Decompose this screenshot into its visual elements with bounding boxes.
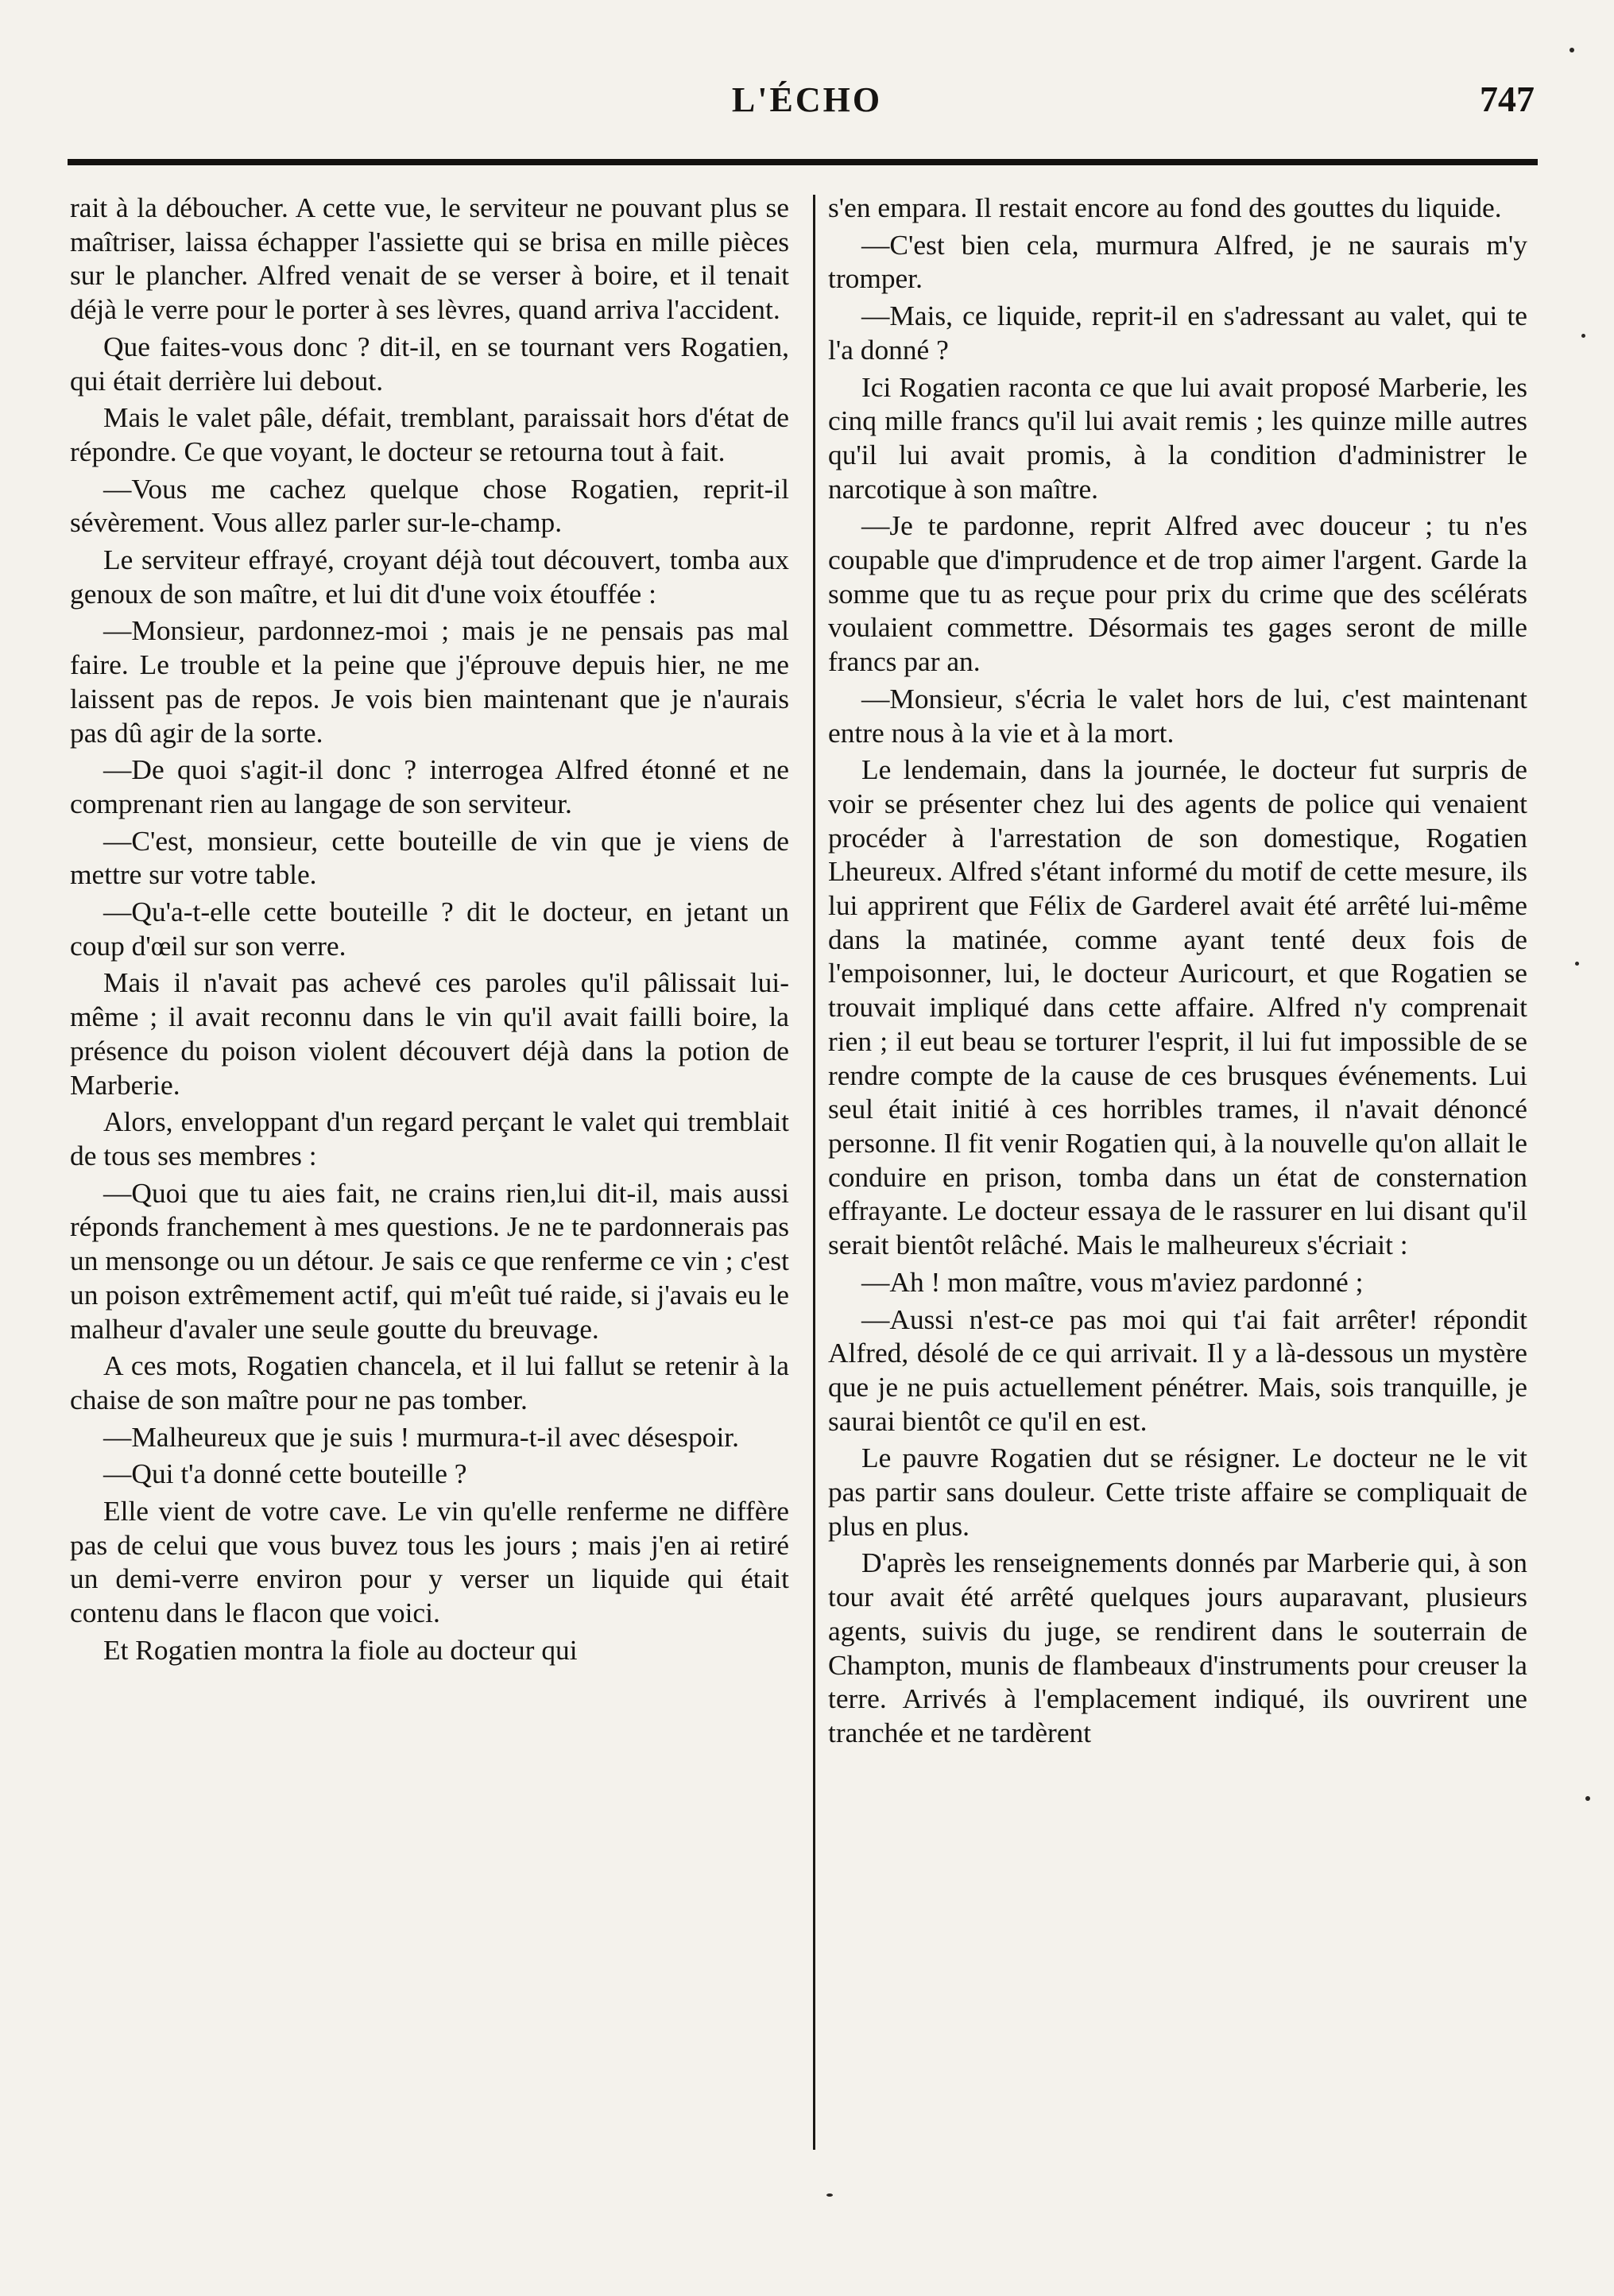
paragraph: Et Rogatien montra la fiole au docteur qui: [103, 1633, 578, 1666]
paragraph: Le pauvre Rogatien dut se résigner. Le docteur ne le vit pas partir sans douleur. Cette triste affaire se compliquait de plus en plus.: [828, 1442, 1527, 1542]
right-column: [828, 191, 1527, 1750]
paragraph: —Ah ! mon maître, vous m'aviez pardonné ;: [861, 1265, 1364, 1298]
header-rule: [68, 159, 1538, 165]
print-speck: [1585, 1796, 1590, 1801]
paragraph: —C'est bien cela, murmura Alfred, je ne saurais m'y tromper.: [828, 228, 1527, 295]
paragraph: —Monsieur, s'écria le valet hors de lui, c'est maintenant entre nous à la vie et à la mort.: [828, 682, 1527, 749]
paragraph: Le lendemain, dans la journée, le docteur fut surpris de voir se présenter chez lui des agents de police qui venaient procéder à l'arrestation de son domestique, Rogatien Lheureux. Alfred s'étant informé du motif de cette mesure, ils lui apprirent que Félix de Garderel avait été arrêté lui-même dans la matinée, comme ayant tenté deux fois de l'empoisonner, lui, le docteur Auricourt, et que Rogatien se trouvait impliqué dans cette affaire. Alfred n'y comprenait rien ; il eut beau se torturer l'esprit, il lui fut impossible de se rendre compte de la cause de ces brusques événements. Lui seul était initié à ces horribles trames, il n'avait dénoncé personne. Il fit venir Rogatien qui, à la nouvelle qu'on allait le conduire en prison, tomba dans un état de consternation effrayante. Le docteur essaya de le rassurer en lui disant qu'il serait bientôt relâché. Mais le malheureux s'écriait :: [828, 753, 1527, 1261]
paragraph: —Malheureux que je suis ! murmura-t-il avec désespoir.: [103, 1420, 739, 1453]
paragraph: rait à la déboucher. A cette vue, le serviteur ne pouvant plus se maîtriser, laissa échapper l'assiette qui se brisa en mille pièces sur le plancher. Alfred venait de se verser à boire, et il tenait déjà le verre pour le porter à ses lèvres, quand arriva l'accident.: [70, 192, 789, 326]
paragraph: —Monsieur, pardonnez-moi ; mais je ne pensais pas mal faire. Le trouble et la peine que j'éprouve depuis hier, ne me laissent pas de repos. Je vois bien maintenant que je n'aurais pas dû agir de la sorte.: [70, 614, 789, 749]
paragraph: —Qu'a-t-elle cette bouteille ? dit le docteur, en jetant un coup d'œil sur son verre.: [70, 896, 789, 962]
paragraph: —Je te pardonne, reprit Alfred avec douceur ; tu n'es coupable que d'imprudence et de trop aimer l'argent. Garde la somme que tu as reçue pour prix du crime que des scélérats voulaient commettre. Désormais tes gages seront de mille francs par an.: [828, 509, 1527, 678]
paragraph: —Vous me cachez quelque chose Rogatien, reprit-il sévèrement. Vous allez parler sur-le-champ.: [70, 472, 789, 539]
paragraph: —Aussi n'est-ce pas moi qui t'ai fait arrêter! répondit Alfred, désolé de ce qui arrivait. Il y a là-dessous un mystère que je ne puis actuellement pénétrer. Mais, sois tranquille, je saurai bientôt ce qu'il en est.: [828, 1303, 1527, 1437]
left-column: [70, 191, 789, 1667]
paragraph: Elle vient de votre cave. Le vin qu'elle renferme ne diffère pas de celui que vous buvez tous les jours ; mais j'en ai retiré un demi-verre environ pour y verser un liquide qui était contenu dans le flacon que voici.: [70, 1495, 789, 1629]
paragraph: —C'est, monsieur, cette bouteille de vin que je viens de mettre sur votre table.: [70, 824, 789, 891]
page-number: 747: [1480, 79, 1535, 119]
paragraph: —De quoi s'agit-il donc ? interrogea Alfred étonné et ne comprenant rien au langage de son serviteur.: [70, 753, 789, 819]
paragraph: Mais il n'avait pas achevé ces paroles qu'il pâlissait lui-même ; il avait reconnu dans le vin qu'il avait failli boire, la présence du poison violent découvert déjà dans la potion de Marberie.: [70, 966, 789, 1101]
paragraph: Ici Rogatien raconta ce que lui avait proposé Marberie, les cinq mille francs qu'il lui avait remis ; les quinze mille autres qu'il lui avait promis, à la condition d'administrer le narcotique à son maître.: [828, 370, 1527, 505]
paragraph: —Mais, ce liquide, reprit-il en s'adressant au valet, qui te l'a donné ?: [828, 300, 1527, 366]
paragraph: —Quoi que tu aies fait, ne crains rien,lui dit-il, mais aussi réponds franchement à mes questions. Je ne te pardonnerais pas un mensonge ou un détour. Je sais ce que renferme ce vin ; c'est un poison extrêmement actif, qui m'eût tué raide, si j'avais eu le malheur d'avaler une seule goutte du breuvage.: [70, 1176, 789, 1345]
paragraph: D'après les renseignements donnés par Marberie qui, à son tour avait été arrêté quelques jours auparavant, plusieurs agents, suivis du juge, se rendirent dans le souterrain de Champton, munis de flambeaux d'instruments pour creuser la terre. Arrivés à l'emplacement indiqué, ils ouvrirent une tranchée et ne tardèrent: [828, 1547, 1527, 1748]
paragraph: Que faites-vous donc ? dit-il, en se tournant vers Rogatien, qui était derrière lui debout.: [70, 330, 789, 397]
print-speck: [1575, 962, 1579, 966]
page-header-title: L'ÉCHO: [731, 80, 883, 119]
print-speck: [1581, 334, 1585, 338]
paragraph: Mais le valet pâle, défait, tremblant, paraissait hors d'état de répondre. Ce que voyant, le docteur se retourna tout à fait.: [70, 401, 789, 467]
print-speck: [826, 2193, 833, 2197]
print-speck: [1569, 48, 1574, 52]
paragraph: Le serviteur effrayé, croyant déjà tout découvert, tomba aux genoux de son maître, et lui dit d'une voix étouffée :: [70, 544, 789, 610]
paragraph: A ces mots, Rogatien chancela, et il lui fallut se retenir à la chaise de son maître pour ne pas tomber.: [70, 1349, 789, 1415]
column-divider: [813, 195, 815, 2150]
paragraph: Alors, enveloppant d'un regard perçant le valet qui tremblait de tous ses membres :: [70, 1105, 789, 1171]
paragraph: —Qui t'a donné cette bouteille ?: [103, 1458, 467, 1490]
paragraph: s'en empara. Il restait encore au fond des gouttes du liquide.: [828, 192, 1502, 223]
